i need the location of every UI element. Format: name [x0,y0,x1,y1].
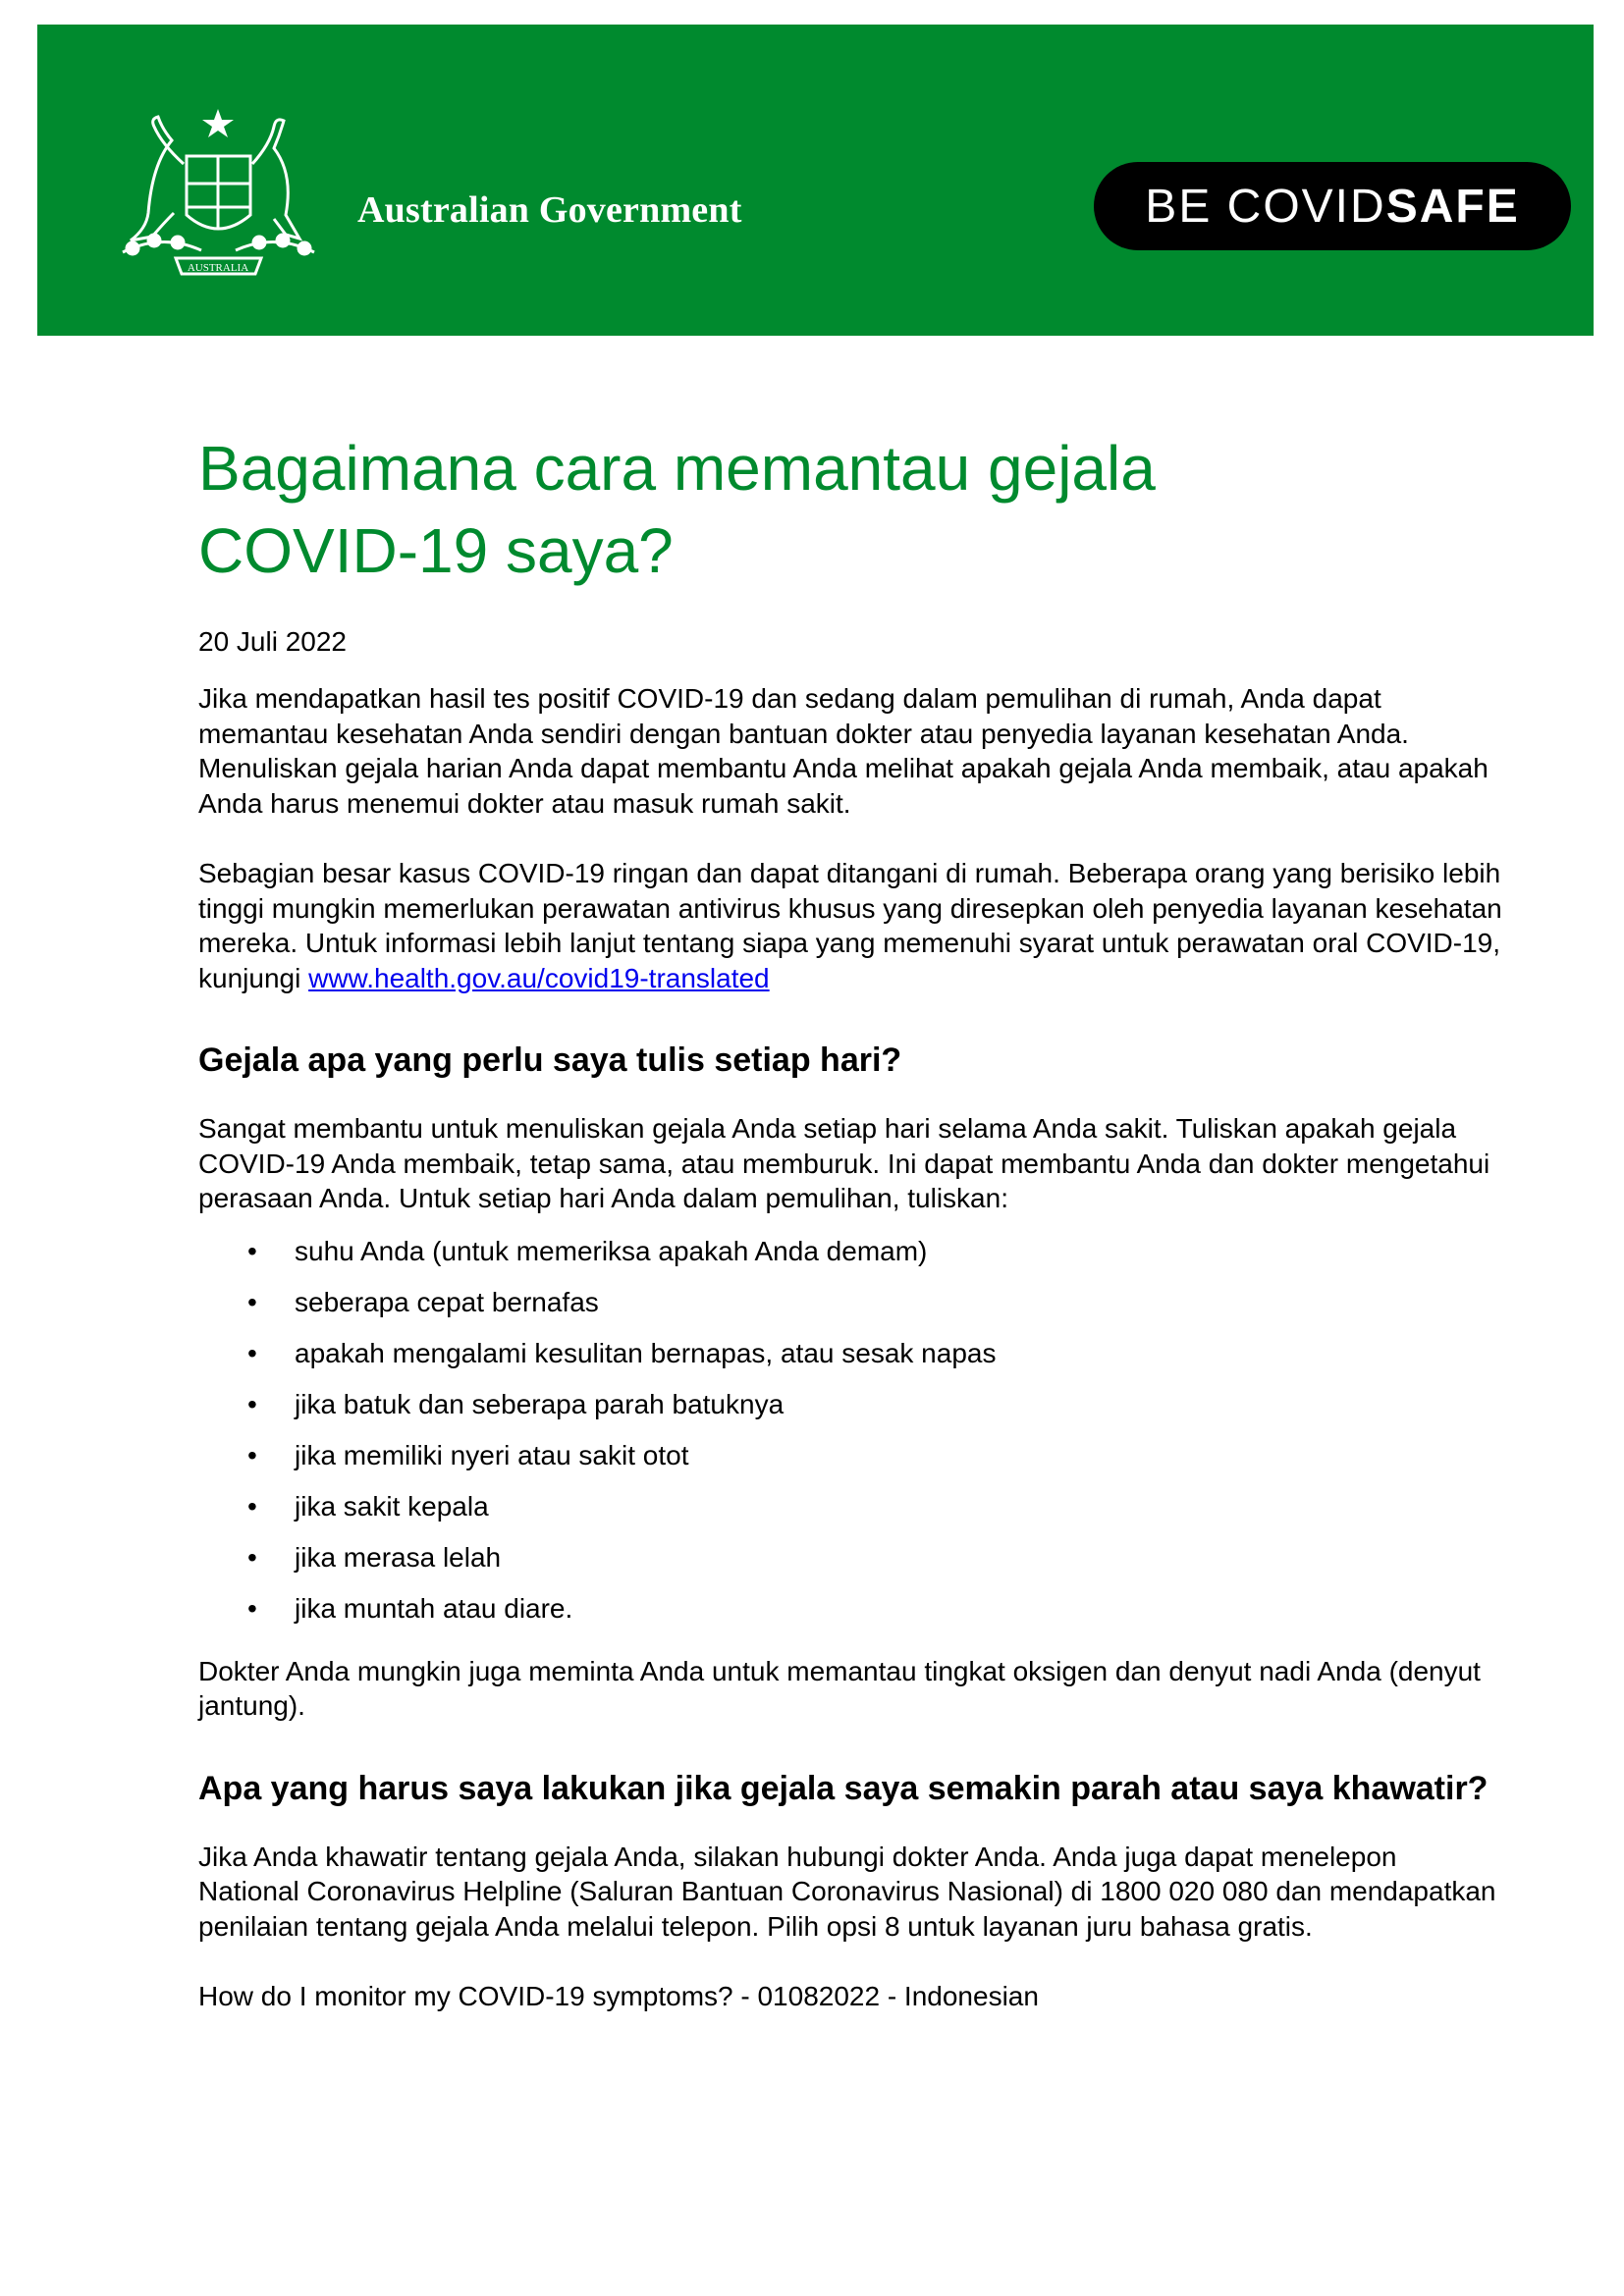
list-item [198,1591,1504,1627]
bullet-icon: • [247,1286,257,1317]
list-item [198,1540,1504,1575]
symptom-text: jika sakit kepala [295,1490,489,1522]
page-title [198,427,1504,592]
health-website-link[interactable]: www.health.gov.au/covid19-translated [308,962,770,993]
document-footer: How do I monitor my COVID-19 symptoms? - 01082022 - Indonesian [198,1981,1039,2011]
bullet-icon: • [247,1592,257,1624]
bullet-icon: • [247,1490,257,1522]
page-title-line-2: COVID-19 saya? [198,515,674,586]
list-item [198,1285,1504,1320]
bullet-icon: • [247,1439,257,1470]
section-heading-worried: Apa yang harus saya lakukan jika gejala saya semakin parah atau saya khawatir? [198,1769,1489,1807]
symptom-text: suhu Anda (untuk memeriksa apakah Anda demam) [295,1235,928,1266]
crest-label: AUSTRALIA [187,262,249,274]
list-item [198,1489,1504,1524]
symptom-text: jika memiliki nyeri atau sakit otot [295,1439,689,1470]
helpline-paragraph: Jika Anda khawatir tentang gejala Anda, silakan hubungi dokter Anda. Anda juga dapat menelepon National Coronavirus Helpline (Saluran Bantuan Coronavirus Nasional) di 1800 020 080 dan mendapatkan penilaian tentang gejala Anda melalui telepon. Pilih opsi 8 untuk layanan juru bahasa gratis. [198,1841,1496,1942]
treatment-paragraph [198,856,1504,995]
document-body [198,427,1504,2014]
publication-date: 20 Juli 2022 [198,626,348,657]
coat-of-arms-icon [93,105,344,292]
covidsafe-badge-suffix: SAFE [1385,180,1520,233]
treatment-paragraph-text: Sebagian besar kasus COVID-19 ringan dan dapat ditangani di rumah. Beberapa orang yang berisiko lebih tinggi mungkin memerlukan perawatan antivirus khusus yang diresepkan oleh penyedia layanan kesehatan mereka. Untuk informasi lebih lanjut tentang siapa yang memenuhi syarat untuk perawatan oral COVID-19, kunjungi [198,858,1502,993]
list-item [198,1234,1504,1269]
symptom-text: jika merasa lelah [295,1541,502,1573]
bullet-icon: • [247,1541,257,1573]
bullet-icon: • [247,1235,257,1266]
symptom-text: jika batuk dan seberapa parah batuknya [295,1388,785,1419]
covidsafe-badge [1094,162,1571,250]
monitoring-paragraph: Dokter Anda mungkin juga meminta Anda untuk memantau tingkat oksigen dan denyut nadi Anda (denyut jantung). [198,1655,1481,1721]
list-item [198,1387,1504,1422]
covidsafe-badge-prefix: BE COVID [1145,180,1386,233]
page-title-line-1: Bagaimana cara memantau gejala [198,433,1156,504]
government-name: Australian Government [357,189,742,231]
header-banner [37,25,1594,336]
symptom-text: seberapa cepat bernafas [295,1286,599,1317]
symptom-text: jika muntah atau diare. [295,1592,573,1624]
list-item [198,1438,1504,1473]
intro-paragraph: Jika mendapatkan hasil tes positif COVID-19 dan sedang dalam pemulihan di rumah, Anda dapat memantau kesehatan Anda sendiri dengan bantuan dokter atau penyedia layanan kesehatan Anda. Menuliskan gejala harian Anda dapat membantu Anda melihat apakah gejala Anda membaik, atau apakah Anda harus menemui dokter atau masuk rumah sakit. [198,683,1489,819]
symptom-text: apakah mengalami kesulitan bernapas, atau sesak napas [295,1337,997,1368]
symptoms-intro-paragraph: Sangat membantu untuk menuliskan gejala Anda setiap hari selama Anda sakit. Tuliskan apakah gejala COVID-19 Anda membaik, tetap sama, atau memburuk. Ini dapat membantu Anda dan dokter mengetahui perasaan Anda. Untuk setiap hari Anda dalam pemulihan, tuliskan: [198,1113,1490,1213]
bullet-icon: • [247,1388,257,1419]
list-item [198,1336,1504,1371]
symptoms-list [198,1234,1504,1627]
bullet-icon: • [247,1337,257,1368]
section-heading-symptoms: Gejala apa yang perlu saya tulis setiap hari? [198,1041,902,1079]
